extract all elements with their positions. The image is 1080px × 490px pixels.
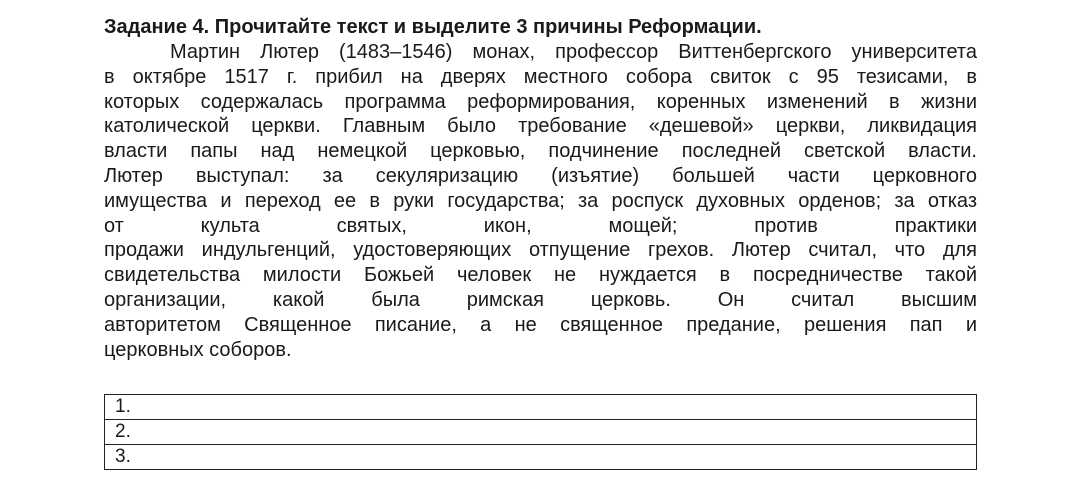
passage-line: в октябре 1517 г. прибил на дверях местного собора свиток с 95 тезисами, в — [104, 65, 977, 88]
task-title: Задание 4. Прочитайте текст и выделите 3 причины Реформации. — [104, 16, 762, 38]
passage-line: Лютер выступал: за секуляризацию (изъятие) большей части церковного — [104, 164, 977, 187]
answer-row — [105, 420, 977, 445]
passage-line: церковных соборов. — [104, 338, 292, 361]
passage-line: имущества и переход ее в руки государства; за роспуск духовных орденов; за отказ — [104, 189, 977, 212]
reading-passage — [104, 40, 977, 362]
answer-cell-3[interactable]: 3. — [105, 445, 977, 470]
answer-row — [105, 445, 977, 470]
passage-line: продажи индульгенций, удостоверяющих отпущение грехов. Лютер считал, что для — [104, 239, 977, 262]
answer-table — [104, 394, 977, 470]
passage-line: от культа святых, икон, мощей; против практики — [104, 214, 977, 237]
answer-cell-2[interactable]: 2. — [105, 420, 977, 445]
passage-line: которых содержалась программа реформирования, коренных изменений в жизни — [104, 90, 977, 113]
passage-line: власти папы над немецкой церковью, подчинение последней светской власти. — [104, 140, 977, 163]
passage-line: авторитетом Священное писание, а не священное предание, решения пап и — [104, 313, 977, 336]
passage-line: Мартин Лютер (1483–1546) монах, профессор Виттенбергского университета — [170, 41, 977, 63]
passage-line: свидетельства милости Божьей человек не нуждается в посредничестве такой — [104, 264, 977, 287]
passage-line: католической церкви. Главным было требование «дешевой» церкви, ликвидация — [104, 115, 977, 138]
passage-line: организации, какой была римская церковь. Он считал высшим — [104, 288, 977, 311]
answer-row — [105, 395, 977, 420]
answer-cell-1[interactable]: 1. — [105, 395, 977, 420]
worksheet — [104, 14, 977, 362]
